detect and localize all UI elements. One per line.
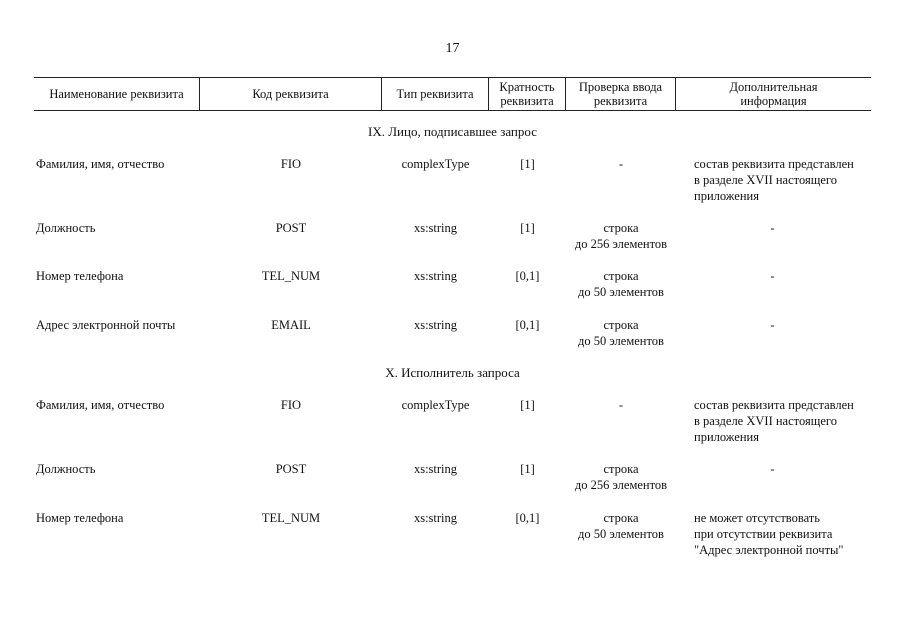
cell-name: Должность	[36, 221, 96, 235]
cell-validation: -	[618, 398, 624, 412]
cell-info: -	[770, 221, 775, 235]
cell-type: xs:string	[413, 318, 458, 332]
cell-name: Фамилия, имя, отчество	[36, 157, 165, 171]
cell-multiplicity: [0,1]	[515, 269, 540, 283]
cell-type: xs:string	[413, 269, 458, 283]
cell-validation: строка до 256 элементов	[574, 462, 668, 492]
table-row	[34, 220, 871, 252]
table-row	[34, 397, 871, 445]
cell-multiplicity: [0,1]	[515, 511, 540, 525]
header-info: Дополнительная информация	[729, 80, 818, 108]
table-header	[34, 77, 871, 111]
cell-info: не может отсутствовать при отсутствии реквизита "Адрес электронной почты"	[694, 511, 844, 557]
cell-code: TEL_NUM	[261, 269, 321, 283]
cell-name: Номер телефона	[36, 269, 124, 283]
cell-validation: строка до 50 элементов	[578, 269, 664, 299]
cell-name: Номер телефона	[36, 511, 124, 525]
cell-info: -	[770, 462, 775, 476]
cell-type: complexType	[401, 157, 470, 171]
section-title: IX. Лицо, подписавшее запрос	[368, 124, 537, 139]
cell-info: -	[770, 269, 775, 283]
cell-name: Адрес электронной почты	[36, 318, 176, 332]
cell-name: Фамилия, имя, отчество	[36, 398, 165, 412]
cell-code: EMAIL	[271, 318, 311, 332]
cell-validation: -	[618, 157, 624, 171]
section-title: X. Исполнитель запроса	[385, 365, 520, 380]
header-name: Наименование реквизита	[34, 78, 200, 110]
cell-type: complexType	[401, 398, 470, 412]
cell-multiplicity: [1]	[520, 221, 535, 235]
cell-code: POST	[275, 221, 307, 235]
cell-multiplicity: [1]	[520, 157, 535, 171]
header-validation: Проверка ввода реквизита	[566, 78, 676, 110]
cell-multiplicity: [0,1]	[515, 318, 540, 332]
header-multiplicity: Кратность реквизита	[489, 78, 566, 110]
cell-code: FIO	[280, 157, 302, 171]
cell-validation: строка до 256 элементов	[574, 221, 668, 251]
header-type: Тип реквизита	[382, 78, 489, 110]
header-code: Код реквизита	[200, 78, 382, 110]
cell-multiplicity: [1]	[520, 462, 535, 476]
cell-info: состав реквизита представлен в разделе XVII настоящего приложения	[694, 157, 854, 203]
cell-code: POST	[275, 462, 307, 476]
table-row	[34, 156, 871, 204]
table-row	[34, 461, 871, 493]
cell-info: -	[770, 318, 775, 332]
cell-type: xs:string	[413, 221, 458, 235]
cell-name: Должность	[36, 462, 96, 476]
cell-type: xs:string	[413, 511, 458, 525]
cell-multiplicity: [1]	[520, 398, 535, 412]
table-row	[34, 510, 871, 558]
cell-type: xs:string	[413, 462, 458, 476]
cell-validation: строка до 50 элементов	[578, 318, 664, 348]
cell-code: FIO	[280, 398, 302, 412]
cell-code: TEL_NUM	[261, 511, 321, 525]
page-number: 17	[445, 41, 460, 56]
cell-info: состав реквизита представлен в разделе XVII настоящего приложения	[694, 398, 854, 444]
table-row	[34, 317, 871, 349]
table-row	[34, 268, 871, 300]
cell-validation: строка до 50 элементов	[578, 511, 664, 541]
